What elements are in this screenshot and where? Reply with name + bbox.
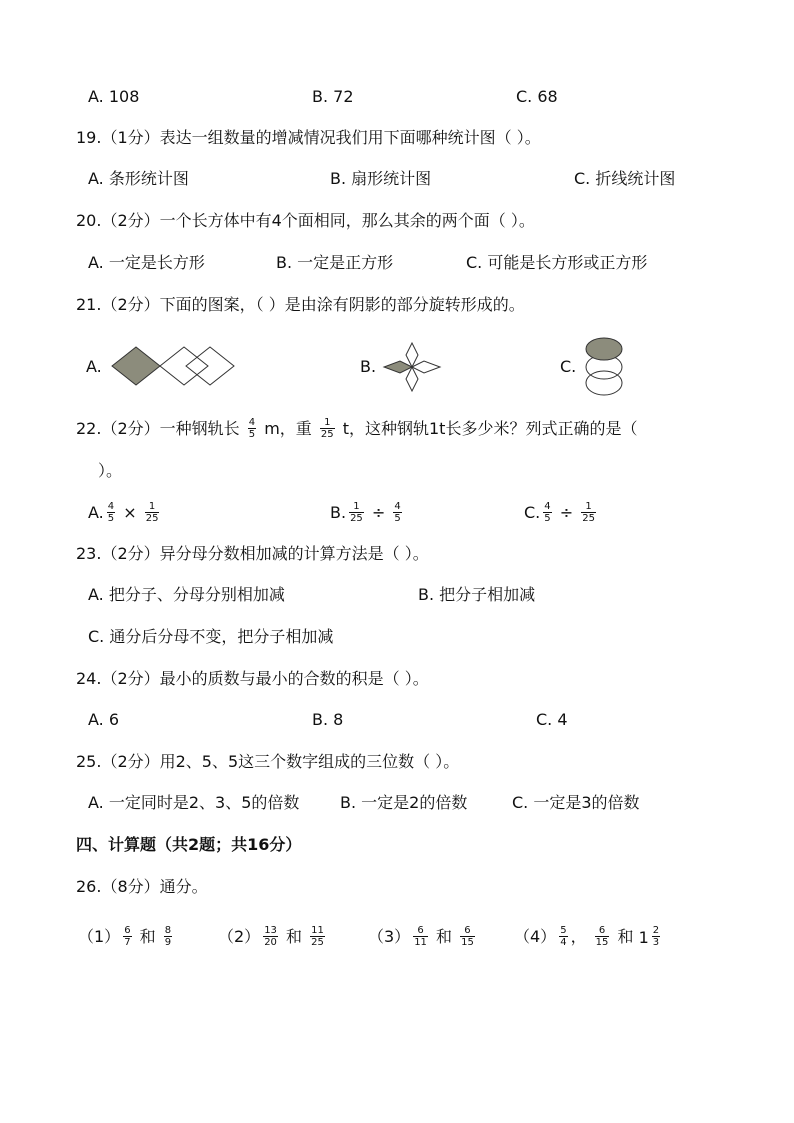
q21-figure-a [110,345,240,387]
fraction: $\frac{6}{15}$ [461,925,474,948]
q19-option-c: C. 折线统计图 [574,169,676,188]
q26-part-3: （3） $\frac{6}{11}$ 和 $\frac{6}{15}$ [368,925,474,948]
q26-part-2: （2） $\frac{13}{20}$ 和 $\frac{11}{25}$ [218,925,324,948]
mixed-number: 1 $\frac{2}{3}$ [638,925,660,948]
q24-option-b: B. 8 [312,710,344,729]
fraction: $\frac{5}{4}$ [560,925,567,948]
q26-stem: 26.（8分）通分。 [76,877,208,896]
q19-option-a: A. 条形统计图 [88,169,189,188]
q20-option-b: B. 一定是正方形 [276,253,394,272]
q20-stem: 20.（2分）一个长方体中有4个面相同，那么其余的两个面（ ）。 [76,211,535,230]
fraction: $\frac{4}{5}$ [107,501,115,524]
q22-option-c: C. $\frac{4}{5}$ ÷ $\frac{1}{25}$ [524,501,595,524]
q22-weight-fraction: $\frac{1}{25}$ [320,417,334,440]
q23-stem: 23.（2分）异分母分数相加减的计算方法是（ ）。 [76,544,429,563]
fraction: $\frac{8}{9}$ [164,925,172,948]
q21-option-a-label: A. [86,357,102,376]
q22-stem-line2: ）。 [98,461,123,480]
q26-part-1: （1） $\frac{6}{7}$ 和 $\frac{8}{9}$ [78,925,172,948]
q21-figure-c [584,336,624,398]
fraction: $\frac{13}{20}$ [264,925,277,948]
q25-option-b: B. 一定是2的倍数 [340,793,468,812]
fraction: $\frac{6}{15}$ [595,925,609,948]
q24-stem: 24.（2分）最小的质数与最小的合数的积是（ ）。 [76,669,429,688]
fraction: $\frac{1}{25}$ [582,501,595,524]
q21-stem: 21.（2分）下面的图案，（ ）是由涂有阴影的部分旋转形成的。 [76,295,525,314]
fraction: $\frac{1}{25}$ [145,501,159,524]
fraction: $\frac{6}{11}$ [414,925,427,948]
q20-option-a: A. 一定是长方形 [88,253,205,272]
q18-option-c: C. 68 [516,87,558,106]
q22-stem-part3: t，这种钢轨1t长多少米？列式正确的是（ [342,419,638,438]
q23-option-a: A. 把分子、分母分别相加减 [88,585,285,604]
q18-option-a: A. 108 [88,87,140,106]
q22-option-b: B. $\frac{1}{25}$ ÷ $\frac{4}{5}$ [330,501,401,524]
section-4-title: 四、计算题（共2题；共16分） [76,835,302,854]
q21-figure-b [382,343,442,391]
q19-stem: 19.（1分）表达一组数量的增减情况我们用下面哪种统计图（ ）。 [76,128,541,147]
fraction: $\frac{1}{25}$ [350,501,363,524]
q22-stem [76,418,637,441]
fraction: $\frac{4}{5}$ [394,501,401,524]
q21-option-b-label: B. [360,357,377,376]
q25-option-c: C. 一定是3的倍数 [512,793,640,812]
q25-stem: 25.（2分）用2、5、5这三个数字组成的三位数（ ）。 [76,752,460,771]
q21-option-c-label: C. [560,357,577,376]
q26-part-4: （4） $\frac{5}{4}$ ， $\frac{6}{15}$ 和 1 $\frac{2}{3}$ [514,926,663,949]
q24-option-a: A. 6 [88,710,120,729]
q19-option-b: B. 扇形统计图 [330,169,432,188]
q22-stem-part2: m，重 [264,419,312,438]
q18-option-b: B. 72 [312,87,354,106]
q25-option-a: A. 一定同时是2、3、5的倍数 [88,793,300,812]
fraction: $\frac{4}{5}$ [544,501,551,524]
q23-option-c: C. 通分后分母不变，把分子相加减 [88,627,334,646]
q22-stem-part1: 22.（2分）一种钢轨长 [76,419,240,438]
q23-option-b: B. 把分子相加减 [418,585,536,604]
q22-option-a: A. $\frac{4}{5}$ × $\frac{1}{25}$ [88,501,159,524]
q24-option-c: C. 4 [536,710,568,729]
q20-option-c: C. 可能是长方形或正方形 [466,253,648,272]
q22-length-fraction: $\frac{4}{5}$ [248,417,256,440]
fraction: $\frac{6}{7}$ [124,925,131,948]
fraction: $\frac{11}{25}$ [311,925,324,948]
